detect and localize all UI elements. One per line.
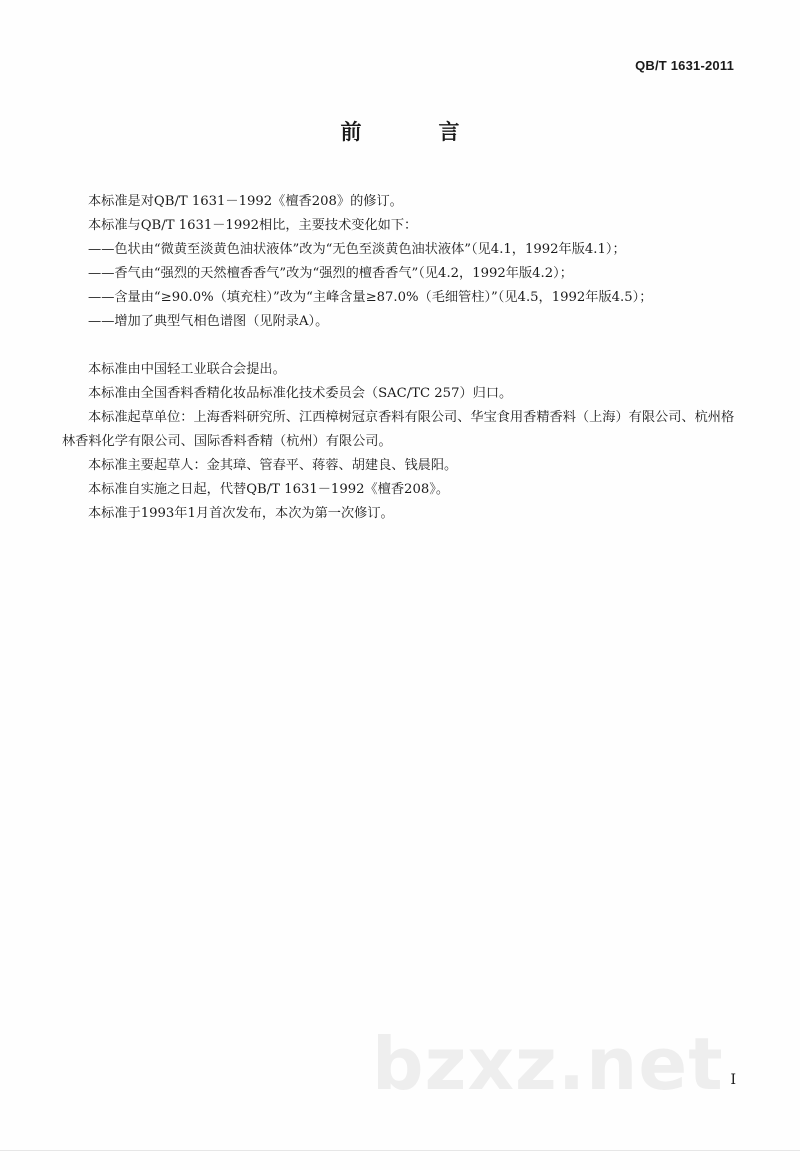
page-title: 前 言 (340, 120, 488, 144)
change-item-aroma: ——香气由“强烈的天然檀香香气”改为“强烈的檀香香气”（见4.2，1992年版4.2）； (88, 266, 573, 281)
change-item-color: ——色状由“微黄至淡黄色油状液体”改为“无色至淡黄色油状液体”（见4.1，1992年版4.1）； (88, 242, 626, 257)
paragraph-proposer: 本标准由中国轻工业联合会提出。 (88, 362, 286, 377)
standard-code: QB/T 1631-2011 (635, 58, 734, 73)
watermark: bzxz.net (372, 1022, 724, 1106)
change-item-content: ——含量由“≥90.0%（填充柱）”改为“主峰含量≥87.0%（毛细管柱）”（见4.5，1992年版4.5）； (88, 290, 653, 305)
paragraph-replaces: 本标准自实施之日起，代替QB/T 1631－1992《檀香208》。 (88, 482, 449, 497)
paragraph-committee: 本标准由全国香料香精化妆品标准化技术委员会（SAC/TC 257）归口。 (88, 386, 513, 401)
paragraph-drafters: 本标准主要起草人：金其璋、管春平、蒋蓉、胡建良、钱晨阳。 (88, 458, 458, 473)
page-number: I (730, 1072, 736, 1088)
foreword-body (62, 190, 742, 526)
paragraph-history: 本标准于1993年1月首次发布，本次为第一次修订。 (88, 506, 394, 521)
paragraph-drafting-units: 本标准起草单位：上海香料研究所、江西樟树冠京香料有限公司、华宝食用香精香料（上海）有限公司、杭州格林香料化学有限公司、国际香料香精（杭州）有限公司。 (62, 410, 735, 449)
bottom-divider (0, 1150, 800, 1151)
paragraph-changes-intro: 本标准与QB/T 1631－1992相比，主要技术变化如下： (88, 218, 418, 233)
paragraph-revision-note: 本标准是对QB/T 1631－1992《檀香208》的修订。 (88, 194, 403, 209)
paragraph-gap (62, 334, 742, 358)
change-item-chromatogram: ——增加了典型气相色谱图（见附录A）。 (88, 314, 329, 329)
